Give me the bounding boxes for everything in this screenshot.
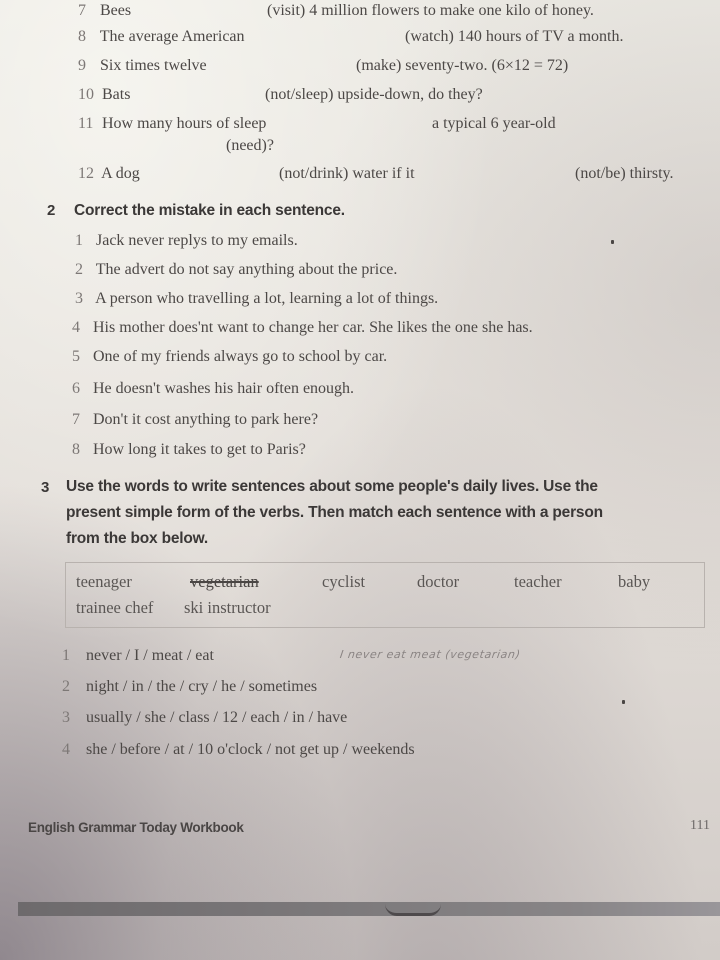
item-number: 2 (62, 678, 70, 695)
exercise-2-number: 2 (47, 202, 56, 219)
item-number: 3 (75, 290, 83, 307)
item-text: night / in / the / cry / he / sometimes (86, 678, 318, 695)
item-subject: Bats (102, 86, 131, 103)
ex1-item-8 (78, 27, 245, 47)
ex1-item-12-rest2: (not/be) thirsty. (575, 165, 674, 182)
ex1-item-10-rest: (not/sleep) upside-down, do they? (265, 86, 483, 103)
item-number: 8 (72, 441, 80, 458)
item-number: 7 (72, 411, 80, 428)
item-number: 10 (78, 86, 94, 103)
ex1-item-7-rest: (visit) 4 million flowers to make one kilo of honey. (267, 2, 594, 19)
word-cyclist: cyclist (322, 572, 366, 591)
ex2-item-4 (72, 318, 533, 338)
ex2-item-3 (75, 289, 438, 309)
item-text: Don't it cost anything to park here? (93, 411, 319, 428)
ex1-item-9-rest: (make) seventy-two. (6×12 = 72) (356, 57, 569, 74)
word-trainee-chef: trainee chef (76, 598, 154, 617)
page-number: 111 (690, 818, 710, 833)
ex1-item-11-rest: a typical 6 year-old (432, 115, 556, 132)
item-text: usually / she / class / 12 / each / in / have (86, 709, 348, 726)
item-number: 5 (72, 348, 80, 365)
ex2-item-8 (72, 440, 306, 460)
ex1-item-11 (78, 114, 266, 134)
stray-mark (611, 240, 614, 244)
ex2-item-6 (72, 379, 354, 399)
ex2-item-5 (72, 347, 387, 367)
word-doctor: doctor (417, 572, 460, 591)
ex3-item-2 (62, 677, 317, 697)
item-subject: Bees (100, 2, 132, 19)
ex3-item-1 (62, 646, 214, 666)
item-number: 3 (62, 709, 70, 726)
item-text: How long it takes to get to Paris? (93, 441, 306, 458)
word-teenager: teenager (76, 572, 132, 591)
item-number: 12 (78, 165, 94, 182)
page-bottom-bar (18, 902, 720, 916)
item-number: 4 (72, 319, 80, 336)
exercise-3-instruction-line-3: from the box below. (66, 530, 209, 547)
item-number: 4 (62, 741, 70, 758)
item-text: Jack never replys to my emails. (96, 232, 298, 249)
ex3-item-4 (62, 740, 415, 760)
word-teacher: teacher (514, 572, 562, 591)
book-title: English Grammar Today Workbook (28, 820, 244, 835)
word-baby: baby (618, 572, 651, 591)
ex2-item-7 (72, 410, 318, 430)
item-number: 1 (62, 647, 70, 664)
item-number: 1 (75, 232, 83, 249)
item-text: The advert do not say anything about the price. (95, 261, 398, 278)
item-text: she / before / at / 10 o'clock / not get up / weekends (86, 741, 415, 758)
item-number: 8 (78, 28, 86, 45)
handwritten-answer: I never eat meat (vegetarian) (339, 648, 522, 661)
item-number: 7 (78, 2, 86, 19)
word-ski-instructor: ski instructor (184, 598, 271, 617)
item-text: never / I / meat / eat (86, 647, 214, 664)
exercise-3-instruction-line-1: Use the words to write sentences about some people's daily lives. Use the (66, 478, 598, 495)
item-number: 6 (72, 380, 80, 397)
item-text: A person who travelling a lot, learning a lot of things. (95, 290, 439, 307)
exercise-3-number: 3 (41, 479, 50, 496)
bar-notch-mark (385, 904, 441, 916)
stray-mark (622, 700, 625, 704)
ex1-item-12 (78, 164, 140, 184)
item-number: 9 (78, 57, 86, 74)
item-subject: The average American (99, 28, 245, 45)
word-vegetarian-crossed-out: vegetarian (190, 572, 259, 591)
exercise-3-instruction-line-2: present simple form of the verbs. Then match each sentence with a person (66, 504, 603, 521)
ex1-item-12-rest: (not/drink) water if it (279, 165, 415, 182)
item-number: 2 (75, 261, 83, 278)
item-subject: How many hours of sleep (102, 115, 267, 132)
word-box (65, 562, 705, 628)
item-number: 11 (78, 115, 94, 132)
ex2-item-1 (75, 231, 298, 251)
ex1-item-8-rest: (watch) 140 hours of TV a month. (405, 28, 624, 45)
ex3-item-3 (62, 708, 347, 728)
item-text: His mother does'nt want to change her car. She likes the one she has. (93, 319, 533, 336)
ex1-item-7 (78, 1, 131, 21)
item-subject: A dog (101, 165, 140, 182)
item-text: One of my friends always go to school by car. (93, 348, 388, 365)
ex1-item-9 (78, 56, 207, 76)
ex2-item-2 (75, 260, 397, 280)
ex1-item-10 (78, 85, 130, 105)
ex1-item-11-rest2: (need)? (226, 137, 274, 154)
item-text: He doesn't washes his hair often enough. (93, 380, 355, 397)
item-subject: Six times twelve (100, 57, 207, 74)
exercise-2-instruction: Correct the mistake in each sentence. (74, 202, 345, 219)
